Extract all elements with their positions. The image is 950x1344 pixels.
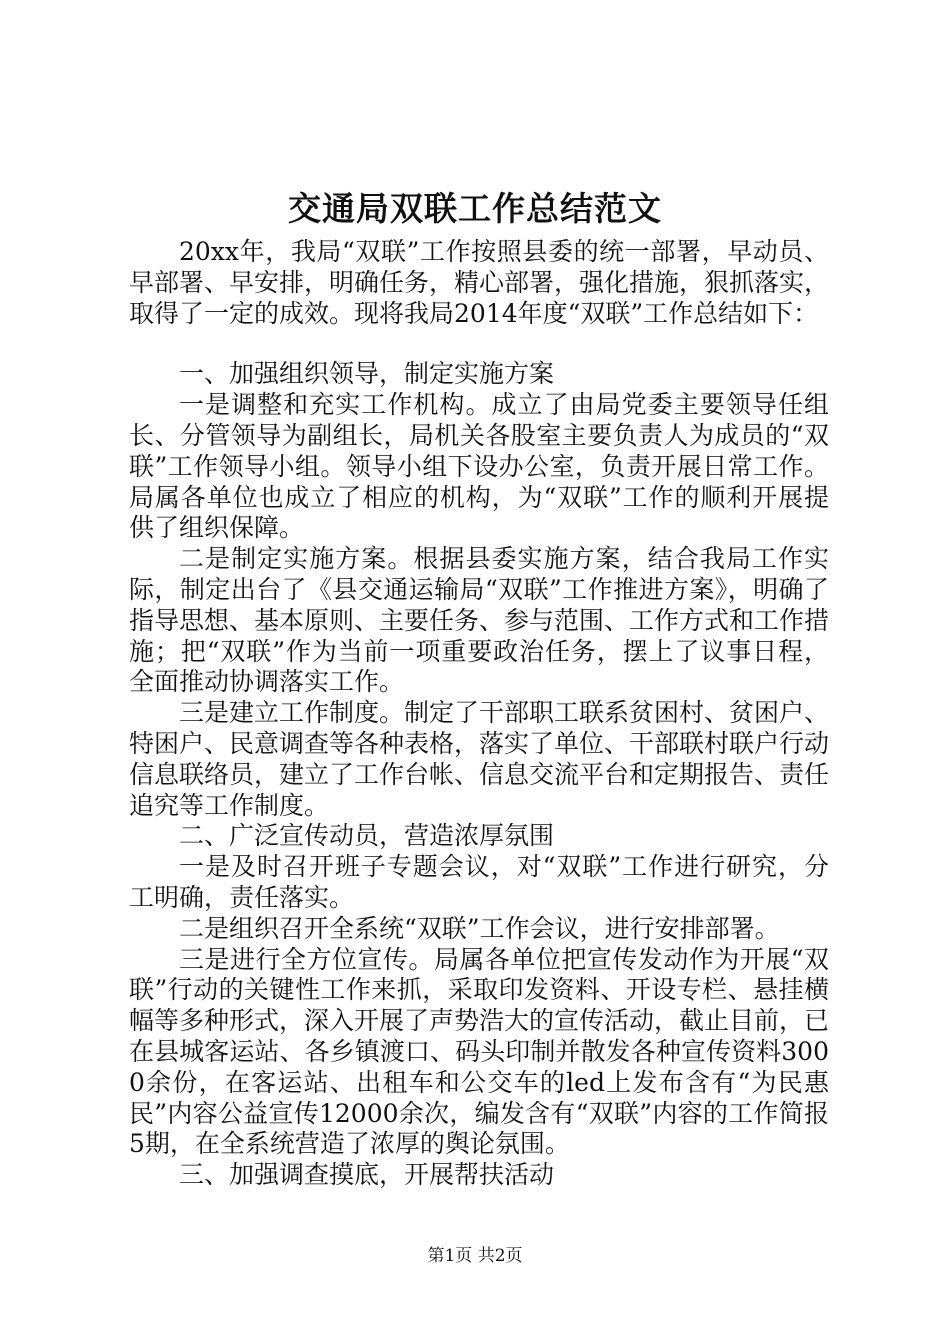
document-body (129, 237, 829, 1191)
body-paragraph: 一是调整和充实工作机构。成立了由局党委主要领导任组长、分管领导为副组长，局机关各股室主要负责人为成员的“双联”工作领导小组。领导小组下设办公室，负责开展日常工作。局属各单位也成立了相应的机构，为“双联”工作的顺利开展提供了组织保障。 (129, 390, 829, 543)
paragraph-gap (129, 329, 829, 359)
body-paragraph: 二是制定实施方案。根据县委实施方案，结合我局工作实际，制定出台了《县交通运输局“双联”工作推进方案》，明确了指导思想、基本原则、主要任务、参与范围、工作方式和工作措施；把“双联”作为当前一项重要政治任务，摆上了议事日程，全面推动协调落实工作。 (129, 544, 830, 697)
document-title: 交通局双联工作总结范文 (288, 189, 662, 228)
section-heading-3: 三、加强调查摸底，开展帮扶活动 (179, 1160, 555, 1190)
body-paragraph: 三是进行全方位宣传。局属各单位把宣传发动作为开展“双联”行动的关键性工作来抓，采取印发资料、开设专栏、悬挂横幅等多种形式，深入开展了声势浩大的宣传活动，截止目前，已在县城客运站、各乡镇渡口、码头印制并散发各种宣传资料3000余份，在客运站、出租车和公交车的led上发布含有“为民惠民”内容公益宣传12000余次，编发含有“双联”内容的工作简报5期，在全系统营造了浓厚的舆论氛围。 (129, 944, 830, 1159)
body-paragraph: 三是建立工作制度。制定了干部职工联系贫困村、贫困户、特困户、民意调查等各种表格，落实了单位、干部联村联户行动信息联络员，建立了工作台帐、信息交流平台和定期报告、责任追究等工作制度。 (129, 698, 830, 820)
body-paragraph: 一是及时召开班子专题会议，对“双联”工作进行研究，分工明确，责任落实。 (129, 852, 829, 912)
section-heading-1: 一、加强组织领导，制定实施方案 (179, 359, 555, 389)
intro-paragraph: 20xx年，我局“双联”工作按照县委的统一部署，早动员、早部署、早安排，明确任务，精心部署，强化措施，狠抓落实，取得了一定的成效。现将我局2014年度“双联”工作总结如下： (129, 237, 830, 328)
body-paragraph: 二是组织召开全系统“双联”工作会议，进行安排部署。 (179, 913, 780, 943)
page-footer: 第1页 共2页 (427, 1246, 523, 1266)
section-heading-2: 二、广泛宣传动员，营造浓厚氛围 (179, 821, 555, 851)
